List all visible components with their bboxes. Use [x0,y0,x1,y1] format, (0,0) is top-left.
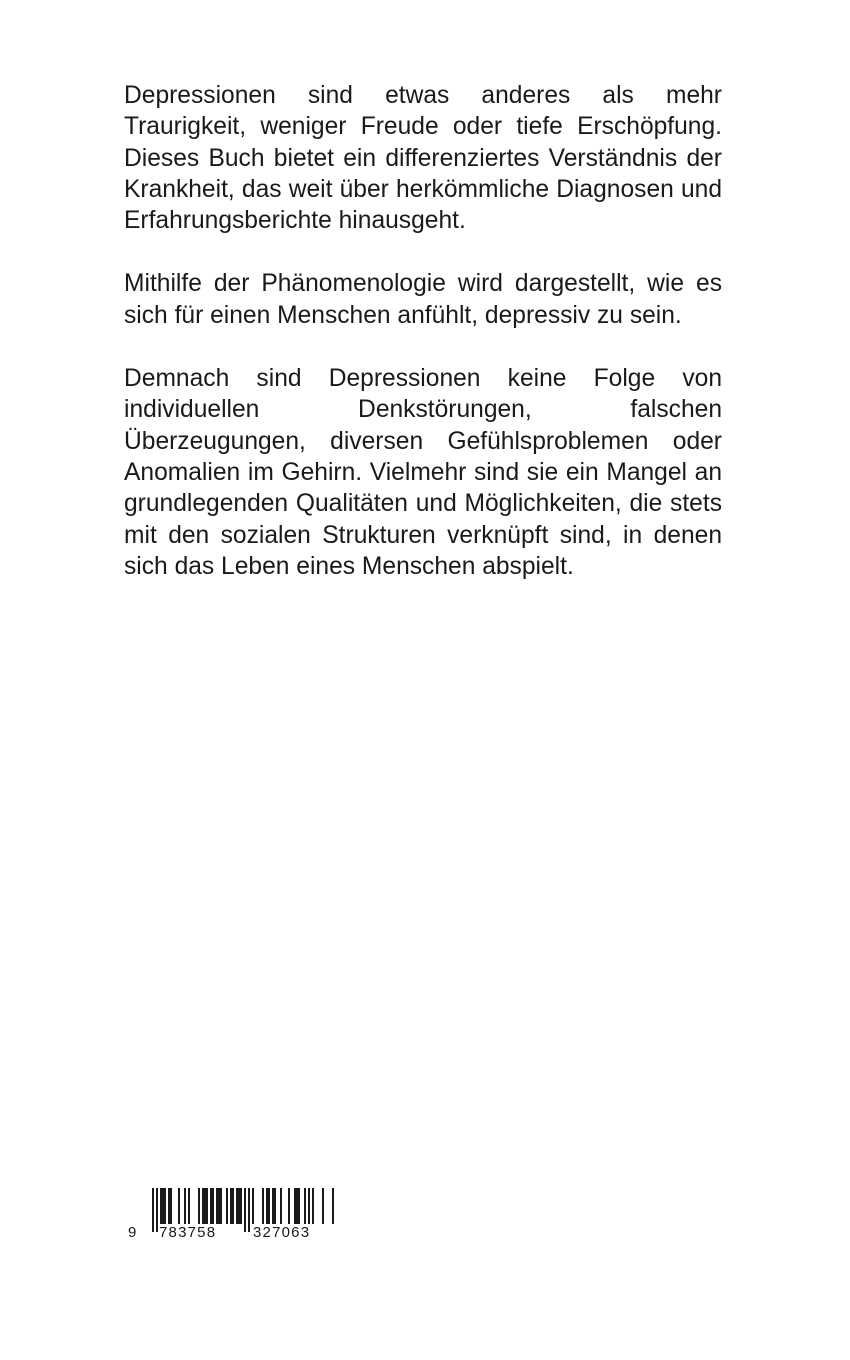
barcode-bar [298,1188,300,1224]
isbn-digits-left: 783758 [159,1224,217,1241]
barcode-bar [226,1188,228,1224]
barcode-bar [274,1188,276,1224]
barcode-bar [294,1188,296,1224]
barcode-bar [188,1188,190,1224]
barcode-graphic [126,1186,336,1242]
barcode-bar [160,1188,162,1224]
barcode-guard-bar [152,1188,154,1232]
barcode-guard-bar [156,1188,158,1232]
barcode-bar [170,1188,172,1224]
barcode-bar [218,1188,220,1224]
barcode-bar [168,1188,170,1224]
barcode-bar [252,1188,254,1224]
barcode-bar [332,1188,334,1224]
barcode-bar [288,1188,290,1224]
barcode-bar [236,1188,238,1224]
barcode-bar [240,1188,242,1224]
barcode-bar [268,1188,270,1224]
barcode-bar [198,1188,200,1224]
isbn-digit-first: 9 [128,1224,137,1241]
barcode-bar [204,1188,206,1224]
barcode-bar [162,1188,164,1224]
barcode-bar [272,1188,274,1224]
barcode-bar [238,1188,240,1224]
barcode-bar [308,1188,310,1224]
barcode-bar [210,1188,212,1224]
barcode-bar [312,1188,314,1224]
barcode-bar [220,1188,222,1224]
barcode-bar [206,1188,208,1224]
barcode-bar [296,1188,298,1224]
barcode-bar [322,1188,324,1224]
barcode-bar [304,1188,306,1224]
blurb-paragraph-2: Mithilfe der Phänomenologie wird dargestellt, wie es sich für einen Menschen anfühlt, depressiv zu sein. [124,270,722,329]
barcode-bar [178,1188,180,1224]
barcode-bar [280,1188,282,1224]
barcode-bar [184,1188,186,1224]
barcode-bar [164,1188,166,1224]
isbn-digits-right: 327063 [253,1224,311,1241]
isbn-barcode [126,1186,336,1242]
barcode-bar [216,1188,218,1224]
barcode-guard-bar [244,1188,246,1232]
barcode-guard-bar [248,1188,250,1232]
barcode-bar [232,1188,234,1224]
barcode-bar [266,1188,268,1224]
barcode-bar [202,1188,204,1224]
barcode-bar [262,1188,264,1224]
barcode-bar [212,1188,214,1224]
barcode-bar [230,1188,232,1224]
back-cover-blurb [124,80,722,614]
blurb-paragraph-1: Depressionen sind etwas anderes als mehr Traurigkeit, weniger Freude oder tiefe Erschöpfung. Dieses Buch bietet ein differenziertes Verständnis der Krankheit, das weit über herkömmliche Diagnosen und Erfahrungsberichte hinausgeht. [124,82,722,235]
blurb-paragraph-3: Demnach sind Depressionen keine Folge von individuellen Denkstörungen, falschen Überzeugungen, diversen Gefühlsproblemen oder Anomalien im Gehirn. Vielmehr sind sie ein Mangel an grundlegenden Qualitäten und Möglichkeiten, die stets mit den sozialen Strukturen verknüpft sind, in denen sich das Leben eines Menschen abspielt. [124,365,722,580]
